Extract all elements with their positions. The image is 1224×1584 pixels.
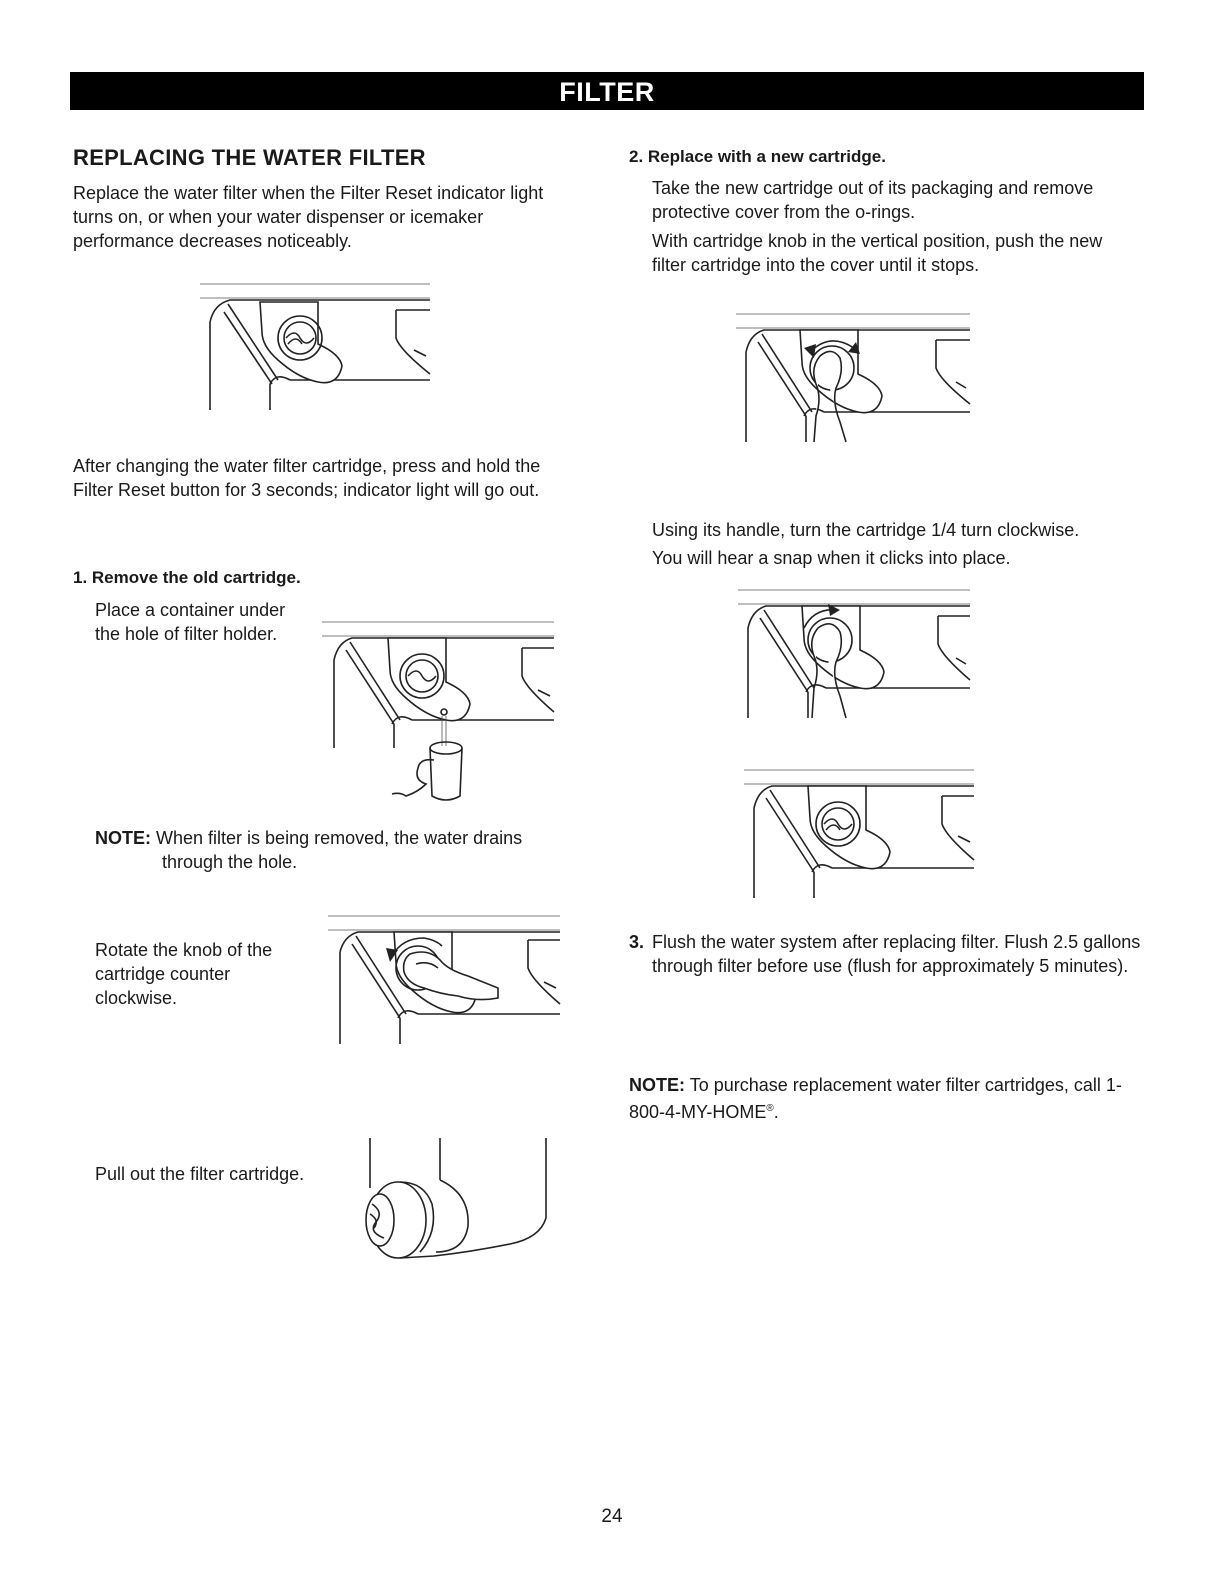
purchase-note-end: . bbox=[773, 1102, 779, 1122]
step2-p4: You will hear a snap when it clicks into place. bbox=[652, 548, 1011, 568]
page-number: 24 bbox=[601, 1506, 623, 1527]
step3-text: Flush the water system after replacing filter. Flush 2.5 gallons through filter before use (flush for approximately 5 minutes). bbox=[652, 932, 1141, 976]
turn-clockwise-illustration bbox=[738, 588, 974, 720]
step3-number: 3. bbox=[629, 932, 645, 952]
step1-pull-text: Pull out the filter cartridge. bbox=[95, 1164, 305, 1184]
container-under-hole-illustration bbox=[322, 620, 562, 808]
step2-title: 2. Replace with a new cartridge. bbox=[629, 147, 886, 166]
step2-p2: With cartridge knob in the vertical position, push the new filter cartridge into the cover until it stops. bbox=[652, 231, 1103, 275]
filter-housing-illustration bbox=[200, 282, 440, 412]
step2-p3: Using its handle, turn the cartridge 1/4 turn clockwise. bbox=[652, 520, 1080, 540]
step1-container-text: Place a container under the hole of filter holder. bbox=[95, 600, 286, 644]
step1-note bbox=[95, 826, 522, 850]
purchase-note-label: NOTE: bbox=[629, 1075, 685, 1095]
section-title: REPLACING THE WATER FILTER bbox=[73, 145, 426, 170]
registered-mark: ® bbox=[766, 1103, 774, 1114]
step1-note-cont: through the hole. bbox=[162, 852, 298, 872]
reset-paragraph: After changing the water filter cartridge, press and hold the Filter Reset button for 3 seconds; indicator light will go out. bbox=[73, 456, 541, 500]
insert-cartridge-illustration bbox=[736, 312, 974, 444]
intro-paragraph: Replace the water filter when the Filter Reset indicator light turns on, or when your water dispenser or icemaker performance decreases noticeably. bbox=[73, 183, 544, 251]
purchase-note-text: To purchase replacement water filter cartridges, call 1-800-4-MY-HOME bbox=[629, 1075, 1122, 1122]
section-banner: FILTER bbox=[70, 72, 1144, 110]
installed-cartridge-illustration bbox=[744, 768, 978, 902]
step1-title: 1. Remove the old cartridge. bbox=[73, 568, 301, 587]
note-text: When filter is being removed, the water drains bbox=[156, 828, 523, 848]
purchase-note bbox=[629, 1073, 1139, 1124]
pull-cartridge-illustration bbox=[340, 1134, 554, 1264]
step1-rotate-text: Rotate the knob of the cartridge counter clockwise. bbox=[95, 940, 273, 1008]
rotate-knob-illustration bbox=[328, 912, 564, 1046]
step2-p1: Take the new cartridge out of its packaging and remove protective cover from the o-rings. bbox=[652, 178, 1094, 222]
note-label: NOTE: bbox=[95, 828, 151, 848]
